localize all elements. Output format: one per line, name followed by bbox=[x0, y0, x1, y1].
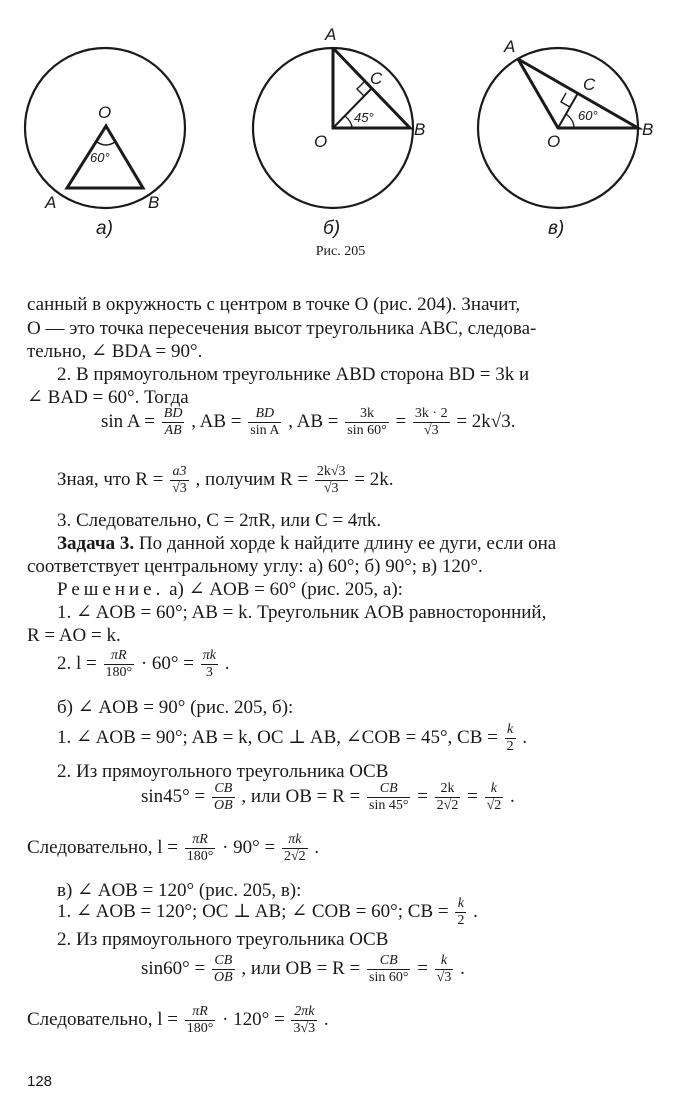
denominator: √3 bbox=[436, 970, 452, 986]
eq5-part: sin45° = bbox=[141, 785, 206, 807]
eq8-part: = bbox=[417, 957, 428, 979]
eq3-part: · 60° = bbox=[140, 652, 194, 674]
denominator: 2√2 bbox=[283, 849, 306, 865]
fraction bbox=[315, 464, 348, 497]
eq8-part: , или OB = R = bbox=[241, 957, 361, 979]
numerator: 3k · 2 bbox=[413, 406, 450, 423]
eq1-part: , AB = bbox=[191, 410, 242, 432]
numerator: πk bbox=[282, 832, 308, 849]
equation-arc-90 bbox=[27, 832, 319, 865]
equation-ob-60 bbox=[141, 953, 465, 986]
text-line-4: 2. В прямоугольном треугольнике ABD сторона BD = 3k и bbox=[57, 364, 530, 385]
text-line-6: 3. Следовательно, C = 2πR, или C = 4πk. bbox=[57, 510, 382, 531]
denominator: sin A bbox=[250, 423, 280, 439]
solution-b-line-2: 2. Из прямоугольного треугольника OCB bbox=[57, 761, 389, 782]
eq4-part: . bbox=[522, 726, 528, 748]
text-line-1: санный в окружность с центром в точке O (рис. 204). Значит, bbox=[27, 294, 521, 315]
label-a-sub: а) bbox=[96, 218, 113, 239]
denominator: √3 bbox=[172, 481, 187, 497]
label-c-O: O bbox=[547, 132, 561, 151]
problem-3-line-1 bbox=[57, 533, 556, 556]
fraction bbox=[435, 953, 454, 986]
eq5-part: , или OB = R = bbox=[241, 785, 361, 807]
eq5-part: = bbox=[417, 785, 428, 807]
eq5-part: . bbox=[510, 785, 515, 807]
fraction bbox=[282, 832, 308, 865]
eq9-part: Следовательно, l = bbox=[27, 1008, 178, 1030]
label-b-C: C bbox=[370, 69, 383, 88]
denominator: 180° bbox=[186, 1021, 214, 1037]
eq9-part: · 120° = bbox=[222, 1008, 285, 1030]
equation-sin-a bbox=[101, 406, 515, 439]
numerator: BD bbox=[248, 406, 281, 423]
label-c-A: A bbox=[504, 37, 516, 56]
eq4-part: 1. ∠ AOB = 90°; AB = k, OC ⊥ AB, ∠COB = 45°, CB = bbox=[57, 726, 498, 748]
fraction bbox=[413, 406, 450, 439]
label-b-B: B bbox=[414, 120, 426, 139]
fraction bbox=[201, 648, 218, 681]
numerator: CB bbox=[212, 953, 235, 970]
numerator: a3 bbox=[170, 464, 189, 481]
fraction bbox=[505, 722, 516, 755]
label-b-sub: б) bbox=[323, 218, 341, 239]
eq2-part: Зная, что R = bbox=[57, 468, 164, 490]
page-number: 128 bbox=[27, 1073, 53, 1090]
eq7-part: . bbox=[473, 900, 478, 922]
equation-cb-b bbox=[57, 722, 527, 755]
figure-caption: Рис. 205 bbox=[315, 244, 366, 259]
denominator: sin 60° bbox=[347, 423, 387, 439]
equation-arc-60 bbox=[57, 648, 229, 681]
denominator: 2 bbox=[457, 913, 465, 929]
fraction bbox=[455, 896, 466, 929]
label-c-angle: 60° bbox=[578, 108, 598, 123]
right-angle-b bbox=[357, 82, 364, 96]
numerator: πk bbox=[201, 648, 218, 665]
solution-word: Решение. bbox=[57, 579, 165, 600]
problem-text: По данной хорде k найдите длину ее дуги, если она bbox=[138, 533, 557, 554]
fraction bbox=[345, 406, 388, 439]
denominator: √2 bbox=[486, 798, 502, 814]
eq3-part: 2. l = bbox=[57, 652, 97, 674]
fraction bbox=[248, 406, 281, 439]
eq1-part: , AB = bbox=[288, 410, 339, 432]
denominator: √3 bbox=[423, 423, 439, 439]
fraction bbox=[162, 406, 185, 439]
solution-a-text: а) ∠ AOB = 60° (рис. 205, а): bbox=[169, 579, 403, 600]
fraction bbox=[367, 781, 410, 814]
numerator: k bbox=[455, 896, 466, 913]
denominator: √3 bbox=[323, 481, 339, 497]
eq2-part: = 2k. bbox=[354, 468, 394, 490]
right-angle-c bbox=[561, 93, 570, 107]
eq5-part: = bbox=[467, 785, 478, 807]
fraction bbox=[185, 1004, 216, 1037]
numerator: πR bbox=[185, 832, 216, 849]
eq2-part: , получим R = bbox=[195, 468, 309, 490]
figure-c bbox=[478, 48, 638, 208]
fraction bbox=[170, 464, 189, 497]
text-line-5: ∠ BAD = 60°. Тогда bbox=[27, 387, 189, 408]
numerator: k bbox=[485, 781, 504, 798]
equation-arc-120 bbox=[27, 1004, 329, 1037]
numerator: k bbox=[505, 722, 516, 739]
equation-ob-45 bbox=[141, 781, 515, 814]
eq6-part: . bbox=[314, 836, 320, 858]
eq8-part: . bbox=[460, 957, 465, 979]
numerator: 2πk bbox=[291, 1004, 317, 1021]
problem-3-line-2: соответствует центральному углу: а) 60°; б) 90°; в) 120°. bbox=[27, 556, 483, 577]
angle-arc-c bbox=[566, 114, 574, 128]
solution-b-header: б) ∠ AOB = 90° (рис. 205, б): bbox=[57, 697, 294, 718]
eq6-part: · 90° = bbox=[222, 836, 276, 858]
fraction bbox=[185, 832, 216, 865]
denominator: 2 bbox=[506, 739, 514, 755]
label-b-angle: 45° bbox=[354, 110, 374, 125]
solution-a-line-2: R = AO = k. bbox=[27, 625, 121, 646]
label-a-O: O bbox=[98, 103, 112, 122]
eq1-part: = bbox=[395, 410, 407, 432]
numerator: CB bbox=[367, 953, 410, 970]
denominator: 180° bbox=[105, 665, 133, 681]
fraction bbox=[291, 1004, 317, 1037]
denominator: sin 60° bbox=[369, 970, 409, 986]
text-line-2: O — это точка пересечения высот треугольника ABC, следова- bbox=[27, 318, 537, 339]
label-c-C: C bbox=[583, 75, 596, 94]
eq3-part: . bbox=[224, 652, 230, 674]
fraction bbox=[212, 953, 235, 986]
label-a-B: B bbox=[148, 193, 160, 212]
denominator: AB bbox=[164, 423, 182, 439]
text-line-3: тельно, ∠ BDA = 90°. bbox=[27, 341, 203, 362]
denominator: OB bbox=[214, 970, 233, 986]
numerator: πR bbox=[185, 1004, 216, 1021]
figure-a bbox=[25, 48, 185, 208]
fraction bbox=[485, 781, 504, 814]
denominator: sin 45° bbox=[369, 798, 409, 814]
solution-c-line-2: 2. Из прямоугольного треугольника OCB bbox=[57, 929, 389, 950]
denominator: OB bbox=[214, 798, 233, 814]
numerator: BD bbox=[162, 406, 185, 423]
angle-arc-b bbox=[345, 116, 352, 128]
solution-a-header bbox=[57, 579, 403, 602]
numerator: k bbox=[435, 953, 454, 970]
eq8-part: sin60° = bbox=[141, 957, 206, 979]
problem-title: Задача 3. bbox=[57, 533, 135, 554]
figure-205 bbox=[0, 0, 681, 280]
angle-arc-a bbox=[97, 142, 115, 145]
fraction bbox=[212, 781, 235, 814]
numerator: CB bbox=[212, 781, 235, 798]
eq7-part: 1. ∠ AOB = 120°; OC ⊥ AB; ∠ COB = 60°; CB = bbox=[57, 900, 449, 922]
denominator: 180° bbox=[186, 849, 214, 865]
eq9-part: . bbox=[323, 1008, 329, 1030]
eq1-part: = 2k√3. bbox=[456, 410, 516, 432]
figure-b bbox=[253, 48, 413, 208]
segment-oc-c bbox=[558, 93, 578, 128]
label-a-A: A bbox=[45, 193, 57, 212]
eq6-part: Следовательно, l = bbox=[27, 836, 178, 858]
numerator: 2k bbox=[435, 781, 461, 798]
label-b-O: O bbox=[314, 132, 328, 151]
equation-cb-c bbox=[57, 896, 478, 929]
label-c-sub: в) bbox=[548, 218, 565, 239]
denominator: 3 bbox=[205, 665, 213, 681]
fraction bbox=[435, 781, 461, 814]
numerator: 2k√3 bbox=[315, 464, 348, 481]
numerator: 3k bbox=[345, 406, 388, 423]
fraction bbox=[367, 953, 410, 986]
equation-r bbox=[57, 464, 394, 497]
numerator: CB bbox=[367, 781, 410, 798]
fraction bbox=[104, 648, 135, 681]
solution-a-line-1: 1. ∠ AOB = 60°; AB = k. Треугольник AOB равносторонний, bbox=[57, 602, 547, 623]
label-b-A: A bbox=[325, 25, 337, 44]
label-c-B: B bbox=[642, 120, 654, 139]
solution-c-header: в) ∠ AOB = 120° (рис. 205, в): bbox=[57, 880, 302, 901]
denominator: 2√2 bbox=[436, 798, 459, 814]
numerator: πR bbox=[104, 648, 135, 665]
denominator: 3√3 bbox=[293, 1021, 316, 1037]
eq1-part: sin A = bbox=[101, 410, 156, 432]
label-a-angle: 60° bbox=[90, 150, 110, 165]
